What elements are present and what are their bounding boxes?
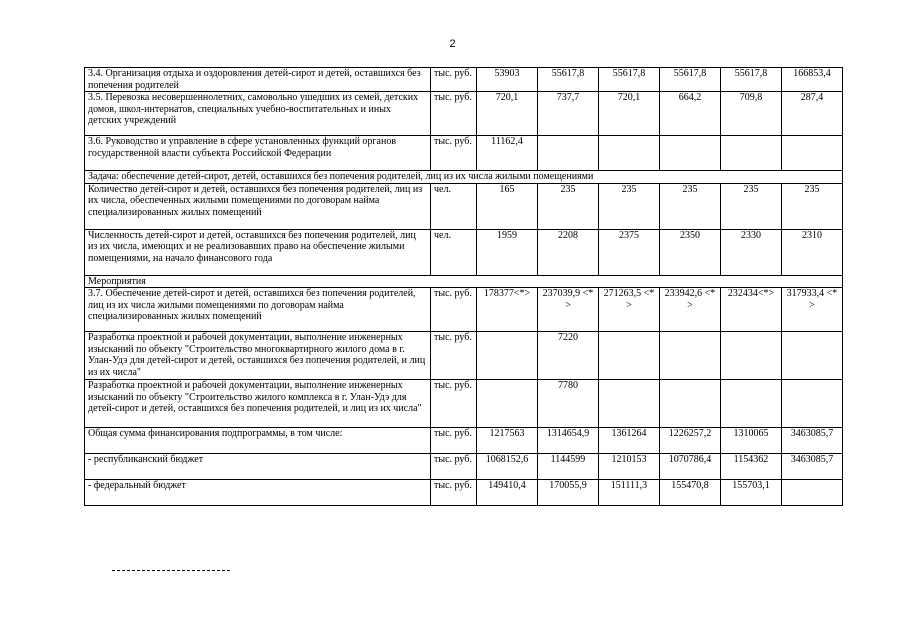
row-label: 3.5. Перевозка несовершеннолетних, самовольно ушедших из семей, детских домов, школ-интернатов, специальных учебно-воспитательных и иных детских учреждений — [85, 92, 431, 136]
value-cell: 2310 — [782, 229, 843, 275]
value-cell: 2330 — [721, 229, 782, 275]
table-row — [85, 332, 843, 380]
value-cell: 178377<*> — [477, 288, 538, 332]
value-cell: 287,4 — [782, 92, 843, 136]
row-label: 3.7. Обеспечение детей-сирот и детей, оставшихся без попечения родителей, лиц из их числа жилыми помещениями по договорам найма специализированных жилых помещений — [85, 288, 431, 332]
value-cell — [477, 332, 538, 380]
value-cell — [660, 380, 721, 428]
value-cell: 664,2 — [660, 92, 721, 136]
value-cell: 7780 — [538, 380, 599, 428]
value-cell: 55617,8 — [538, 68, 599, 92]
value-cell: 1070786,4 — [660, 454, 721, 480]
row-label: Разработка проектной и рабочей документации, выполнение инженерных изысканий по объекту "Строительство многоквартирного жилого дома в г. Улан-Удэ для детей-сирот и детей, оставшихся без попечения родителей, и лиц из их числа" — [85, 332, 431, 380]
value-cell: 1144599 — [538, 454, 599, 480]
value-cell — [721, 332, 782, 380]
value-cell — [782, 380, 843, 428]
value-cell — [599, 332, 660, 380]
table-row — [85, 480, 843, 506]
value-cell — [782, 136, 843, 171]
row-label: Общая сумма финансирования подпрограммы, в том числе: — [85, 428, 431, 454]
value-cell: 271263,5 <*> — [599, 288, 660, 332]
value-cell — [660, 332, 721, 380]
row-unit: тыс. руб. — [431, 92, 477, 136]
page-number: 2 — [449, 38, 456, 50]
value-cell: 233942,6 <*> — [660, 288, 721, 332]
value-cell: 2375 — [599, 229, 660, 275]
section-row — [85, 275, 843, 288]
row-unit: тыс. руб. — [431, 68, 477, 92]
value-cell: 235 — [538, 183, 599, 229]
value-cell: 709,8 — [721, 92, 782, 136]
value-cell: 235 — [599, 183, 660, 229]
value-cell: 3463085,7 — [782, 428, 843, 454]
value-cell: 155703,1 — [721, 480, 782, 506]
value-cell: 232434<*> — [721, 288, 782, 332]
row-unit: тыс. руб. — [431, 332, 477, 380]
value-cell: 1210153 — [599, 454, 660, 480]
table-row — [85, 68, 843, 92]
row-label: 3.6. Руководство и управление в сфере установленных функций органов государственной власти субъекта Российской Федерации — [85, 136, 431, 171]
row-unit: чел. — [431, 229, 477, 275]
value-cell: 737,7 — [538, 92, 599, 136]
value-cell — [538, 136, 599, 171]
row-label: Численность детей-сирот и детей, оставшихся без попечения родителей, лиц из их числа, имеющих и не реализовавших право на обеспечение жилыми помещениями, на начало финансового года — [85, 229, 431, 275]
table-row — [85, 454, 843, 480]
value-cell: 151111,3 — [599, 480, 660, 506]
value-cell: 317933,4 <*> — [782, 288, 843, 332]
value-cell — [782, 480, 843, 506]
value-cell: 55617,8 — [599, 68, 660, 92]
row-unit: тыс. руб. — [431, 480, 477, 506]
value-cell: 55617,8 — [660, 68, 721, 92]
table-row — [85, 380, 843, 428]
value-cell — [721, 136, 782, 171]
value-cell — [782, 332, 843, 380]
value-cell: 1310065 — [721, 428, 782, 454]
value-cell: 55617,8 — [721, 68, 782, 92]
value-cell: 53903 — [477, 68, 538, 92]
value-cell: 11162,4 — [477, 136, 538, 171]
row-unit: чел. — [431, 183, 477, 229]
value-cell: 720,1 — [477, 92, 538, 136]
value-cell: 1314654,9 — [538, 428, 599, 454]
value-cell: 1217563 — [477, 428, 538, 454]
row-unit: тыс. руб. — [431, 428, 477, 454]
row-label: - республиканский бюджет — [85, 454, 431, 480]
row-unit: тыс. руб. — [431, 288, 477, 332]
table-row — [85, 183, 843, 229]
value-cell: 235 — [721, 183, 782, 229]
table-row — [85, 229, 843, 275]
table-row — [85, 136, 843, 171]
value-cell: 1226257,2 — [660, 428, 721, 454]
value-cell: 1361264 — [599, 428, 660, 454]
section-title: Мероприятия — [85, 275, 843, 288]
value-cell: 165 — [477, 183, 538, 229]
value-cell: 1959 — [477, 229, 538, 275]
footnote-separator — [112, 570, 230, 571]
subprogram-table — [84, 67, 843, 506]
value-cell — [599, 136, 660, 171]
value-cell: 166853,4 — [782, 68, 843, 92]
value-cell: 155470,8 — [660, 480, 721, 506]
table-row — [85, 288, 843, 332]
row-unit: тыс. руб. — [431, 380, 477, 428]
value-cell: 1068152,6 — [477, 454, 538, 480]
section-row — [85, 171, 843, 184]
section-title: Задача: обеспечение детей-сирот, детей, оставшихся без попечения родителей, лиц из их числа жилыми помещениями — [85, 171, 843, 184]
value-cell — [477, 380, 538, 428]
row-label: 3.4. Организация отдыха и оздоровления детей-сирот и детей, оставшихся без попечения родителей — [85, 68, 431, 92]
row-unit: тыс. руб. — [431, 136, 477, 171]
table-row — [85, 92, 843, 136]
value-cell: 235 — [660, 183, 721, 229]
row-label: Количество детей-сирот и детей, оставшихся без попечения родителей, лиц из их числа, обеспеченных жилыми помещениями по договорам найма специализированных жилых помещений — [85, 183, 431, 229]
row-label: Разработка проектной и рабочей документации, выполнение инженерных изысканий по объекту "Строительство жилого комплекса в г. Улан-Удэ для детей-сирот и детей, оставшихся без попечения родителей, и лиц из их числа" — [85, 380, 431, 428]
value-cell: 7220 — [538, 332, 599, 380]
value-cell — [721, 380, 782, 428]
value-cell: 149410,4 — [477, 480, 538, 506]
value-cell: 2350 — [660, 229, 721, 275]
value-cell: 720,1 — [599, 92, 660, 136]
value-cell: 170055,9 — [538, 480, 599, 506]
value-cell — [599, 380, 660, 428]
row-label: - федеральный бюджет — [85, 480, 431, 506]
value-cell: 235 — [782, 183, 843, 229]
value-cell: 237039,9 <*> — [538, 288, 599, 332]
row-unit: тыс. руб. — [431, 454, 477, 480]
value-cell — [660, 136, 721, 171]
value-cell: 3463085,7 — [782, 454, 843, 480]
value-cell: 2208 — [538, 229, 599, 275]
value-cell: 1154362 — [721, 454, 782, 480]
table-row — [85, 428, 843, 454]
